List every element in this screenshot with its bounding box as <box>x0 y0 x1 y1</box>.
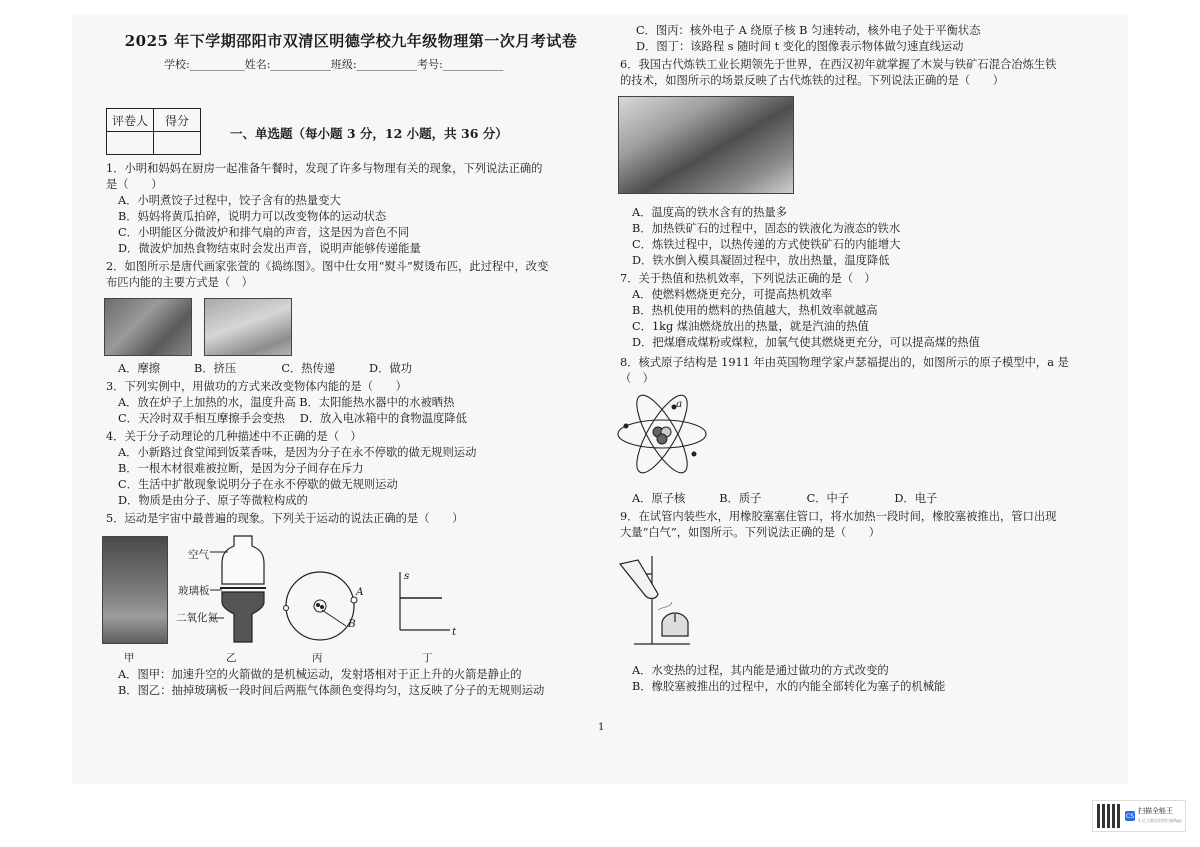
q1-stem-cont: 是（ ） <box>106 178 163 191</box>
grader-cell <box>107 132 154 155</box>
ancient-iron-smelting-image <box>618 96 794 194</box>
q9-option-b: B．橡胶塞被推出的过程中，水的内能全部转化为塞子的机械能 <box>632 680 946 693</box>
grader-header: 评卷人 <box>107 109 154 132</box>
atom-model-diagram <box>612 392 712 476</box>
qr-code-icon <box>1097 804 1121 828</box>
q9-stem: 9．在试管内装些水，用橡胶塞塞住管口，将水加热一段时间，橡胶塞被推出，管口出现 <box>620 510 1057 523</box>
q2-stem-cont: 布匹内能的主要方式是（ ） <box>106 276 253 289</box>
q8-stem: 8．核式原子结构是 1911 年由英国物理学家卢瑟福提出的，如图所示的原子模型中，a 是 <box>620 356 1069 369</box>
q8-stem-cont: （ ） <box>620 372 654 385</box>
q1-option-d: D．微波炉加热食物结束时会发出声音，说明声能够传递能量 <box>118 242 421 255</box>
q6-option-c: C．炼铁过程中，以热传递的方式使铁矿石的内能增大 <box>632 238 901 251</box>
q3-options-ab: A．放在炉子上加热的水，温度升高 B．太阳能热水器中的水被晒热 <box>118 396 455 409</box>
camscanner-logo-icon: CS <box>1126 812 1134 820</box>
q4-stem: 4．关于分子动理论的几种描述中不正确的是（ ） <box>106 430 362 443</box>
q7-option-a: A．使燃料燃烧更充分，可提高热机效率 <box>632 288 833 301</box>
q2-options: A．摩擦 B．挤压 C．热传递 D．做功 <box>118 362 412 375</box>
q1-stem: 1．小明和妈妈在厨房一起准备午餐时，发现了许多与物理有关的现象，下列说法正确的 <box>106 162 543 175</box>
q3-stem: 3．下列实例中，用做功的方式来改变物体内能的是（ ） <box>106 380 407 393</box>
q5-stem: 5．运动是宇宙中最普遍的现象。下列关于运动的说法正确的是（ ） <box>106 512 464 525</box>
q2-painting-image-left <box>104 298 192 356</box>
q5-option-a: A．图甲：加速升空的火箭做的是机械运动，发射塔相对于正上升的火箭是静止的 <box>118 668 522 681</box>
q9-option-a: A．水变热的过程，其内能是通过做功的方式改变的 <box>632 664 889 677</box>
section-heading: 一、单选题（每小题 3 分，12 小题，共 36 分） <box>230 126 508 141</box>
page-number: 1 <box>598 722 605 733</box>
q6-option-a: A．温度高的铁水含有的热量多 <box>632 206 788 219</box>
q1-option-a: A．小明煮饺子过程中，饺子含有的热量变大 <box>118 194 341 207</box>
label-nucleus-b: B <box>348 618 356 630</box>
q5-option-d: D．图丁：该路程 s 随时间 t 变化的图像表示物体做匀速直线运动 <box>636 40 964 53</box>
q6-option-b: B．加热铁矿石的过程中，固态的铁液化为液态的铁水 <box>632 222 901 235</box>
q9-stem-cont: 大量“白气”，如图所示。下列说法正确的是（ ） <box>620 526 881 539</box>
q2-painting-image-right <box>204 298 292 356</box>
q6-stem: 6．我国古代炼铁工业长期领先于世界，在西汉初年就掌握了木炭与铁矿石混合冶炼生铁 <box>620 58 1057 71</box>
q5-option-b: B．图乙：抽掉玻璃板一段时间后两瓶气体颜色变得均匀，这反映了分子的无规则运动 <box>118 684 545 697</box>
label-fig-yi: 乙 <box>226 652 237 664</box>
score-header: 得分 <box>154 109 201 132</box>
q4-option-c: C．生活中扩散现象说明分子在永不停歇的做无规则运动 <box>118 478 398 491</box>
q7-stem: 7．关于热值和热机效率，下列说法正确的是（ ） <box>620 272 876 285</box>
test-tube-heating-diagram <box>612 552 712 658</box>
q7-option-d: D．把煤磨成煤粉或煤粒，加氧气使其燃烧更充分，可以提高煤的热值 <box>632 336 980 349</box>
camscanner-name: 扫描全能王 <box>1138 807 1173 815</box>
camscanner-watermark <box>1092 800 1186 832</box>
label-nitrogen-dioxide: 二氧化氮 <box>176 612 218 624</box>
q5-option-c: C．图丙：核外电子 A 绕原子核 B 匀速转动，核外电子处于平衡状态 <box>636 24 981 37</box>
label-axis-s: s <box>404 570 410 582</box>
label-air: 空气 <box>188 549 209 561</box>
q7-option-b: B．热机使用的燃料的热值越大，热机效率就越高 <box>632 304 878 317</box>
score-cell <box>154 132 201 155</box>
label-fig-bing: 丙 <box>312 652 323 664</box>
label-fig-ding: 丁 <box>422 652 433 664</box>
q8-options: A．原子核 B．质子 C．中子 D．电子 <box>632 492 938 505</box>
q3-options-cd: C．天冷时双手相互摩擦手会变热 D．放入电冰箱中的食物温度降低 <box>118 412 467 425</box>
atom-label-a: a <box>676 398 683 410</box>
camscanner-tagline: 3 亿人都在用的扫描App <box>1138 818 1182 823</box>
q6-option-d: D．铁水倒入模具凝固过程中，放出热量，温度降低 <box>632 254 890 267</box>
q4-option-b: B．一根木材很难被拉断，是因为分子间存在斥力 <box>118 462 364 475</box>
q4-option-d: D．物质是由分子、原子等微粒构成的 <box>118 494 308 507</box>
rocket-launch-image <box>102 536 168 644</box>
exam-title: 2025 年下学期邵阳市双清区明德学校九年级物理第一次月考试卷 <box>124 32 578 50</box>
student-info-line: 学校:__________姓名:___________班级:___________考号:___________ <box>164 58 504 71</box>
q7-option-c: C．1kg 煤油燃烧放出的热量，就是汽油的热值 <box>632 320 869 333</box>
score-table <box>106 108 201 155</box>
q1-option-c: C．小明能区分微波炉和排气扇的声音，这是因为音色不同 <box>118 226 410 239</box>
label-electron-a: A <box>356 586 364 598</box>
label-fig-jia: 甲 <box>124 652 135 664</box>
label-axis-t: t <box>452 626 457 638</box>
label-glass-plate: 玻璃板 <box>178 585 210 597</box>
q4-option-a: A．小新路过食堂闻到饭菜香味，是因为分子在永不停歇的做无规则运动 <box>118 446 477 459</box>
q1-option-b: B．妈妈将黄瓜拍碎，说明力可以改变物体的运动状态 <box>118 210 387 223</box>
q2-stem: 2．如图所示是唐代画家张萱的《捣练图》。图中仕女用“熨斗”熨烫布匹，此过程中，改变 <box>106 260 549 273</box>
q6-stem-cont: 的技术，如图所示的场景反映了古代炼铁的过程。下列说法正确的是（ ） <box>620 74 1005 87</box>
q5-diagram-figures <box>210 530 450 650</box>
